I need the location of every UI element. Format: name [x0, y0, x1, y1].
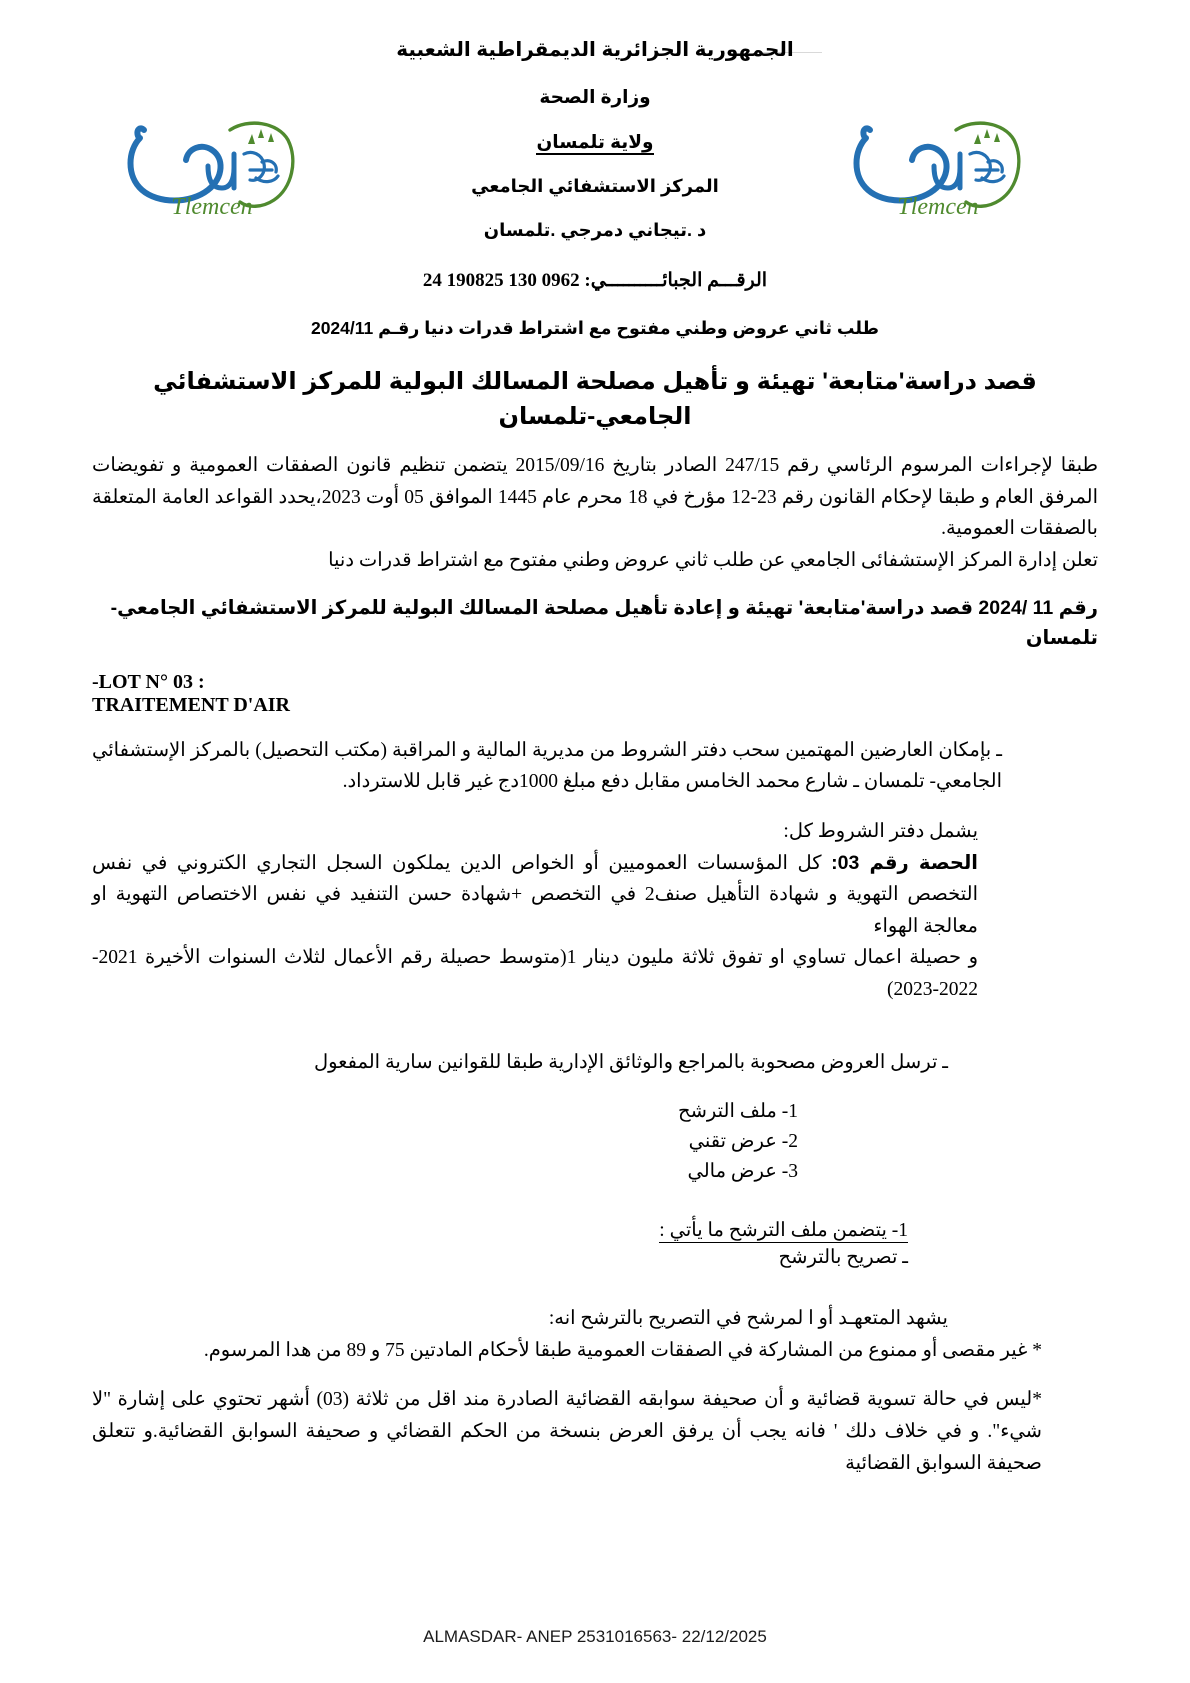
- attestation-point-1-block: [92, 1335, 1098, 1367]
- announcement-paragraph: تعلن إدارة المركز الإستشفائى الجامعي عن طلب ثاني عروض وطني مفتوح مع اشتراط قدرات دنيا: [328, 549, 1098, 571]
- fiscal-number-line: [0, 269, 1190, 292]
- fiscal-number-label: الرقـــم الجبائــــــــــي:: [584, 270, 768, 291]
- lot-number-line: -LOT N° 03 : TRAITEMENT D'AIR: [92, 670, 290, 716]
- attestation-point-2-block: [92, 1384, 1098, 1479]
- ministry-heading: وزارة الصحة: [539, 86, 651, 107]
- attestation-intro: يشهد المتعهـد أو ا لمرشح في التصريح بالترشح انه:: [548, 1308, 948, 1330]
- candidacy-item: ـ تصريح بالترشح: [778, 1246, 908, 1268]
- candidacy-file-heading-text: 1- يتضمن ملف الترشح ما يأتي :: [659, 1219, 908, 1241]
- svg-text:Tlemcen: Tlemcen: [897, 194, 979, 220]
- chu-tlemcen-logo-right: [838, 110, 1028, 225]
- page-title: قصد دراسة'متابعة' تهيئة و تأهيل مصلحة المسالك البولية للمركز الاستشفائي الجامعي-تلمسان: [153, 368, 1037, 430]
- list-item: 2- عرض تقني: [688, 1131, 798, 1153]
- withdraw-conditions-block: [92, 735, 1098, 798]
- withdraw-conditions-paragraph: ـ بإمكان العارضين المهتمين سحب دفتر الشروط من مديرية المالية و المراقبة (مكتب التحصيل) بالمركز الإستشفائي الجامعي- تلمسان ـ شارع محمد الخامس مقابل دفع مبلغ 1000دج غير قابل للاسترداد.: [92, 739, 1002, 793]
- lot-requirements-text: كل المؤسسات العموميين أو الخواص الدين يملكون السجل التجاري الكتروني في نفس التخصص التهوية و شهادة التأهيل صنف2 في التخصص +شهادة حسن التنفيد في نفس الاختصاص التهوية او معالجة الهواء: [92, 852, 978, 937]
- tender-subject-bold: رقم 11 /2024 قصد دراسة'متابعة' تهيئة و إعادة تأهيل مصلحة المسالك البولية للمركز الاستشفائي الجامعي-تلمسان: [110, 597, 1098, 649]
- attestation-point-2: *ليس في حالة تسوية قضائية و أن صحيفة سوابقه القضائية الصادرة مند اقل من ثلاثة (03) أشهر تحتوي على إشارة "لا شيء". و في خلاف دلك ' فانه يجب أن يرفق العرض بنسخة من الحكم القضائي و صحيفة السوابق القضائية.و تتعلق صحيفة السوابق القضائية: [92, 1389, 1042, 1474]
- document-footer: ALMASDAR- ANEP 2531016563- 22/12/2025: [423, 1627, 767, 1646]
- candidacy-item-block: [92, 1242, 1098, 1274]
- lot-requirements-block: [92, 848, 1098, 943]
- fiscal-number-value: 24 190825 130 0962: [422, 270, 580, 291]
- attestation-intro-block: [92, 1303, 1098, 1335]
- lot-requirements-paragraph: [92, 848, 978, 943]
- offers-submission-block: [92, 1047, 1098, 1079]
- institution-name-heading: د .تيجاني دمرجي .تلمسان: [483, 220, 707, 240]
- includes-line: يشمل دفتر الشروط كل:: [783, 820, 978, 842]
- institution-heading: المركز الاستشفائي الجامعي: [471, 176, 719, 196]
- offers-submission-paragraph: ـ ترسل العروض مصحوبة بالمراجع والوثائق الإدارية طبقا للقوانين سارية المفعول: [313, 1052, 948, 1074]
- turnover-paragraph: و حصيلة اعمال تساوي او تفوق ثلاثة مليون دينار 1(متوسط حصيلة رقم الأعمال لثلاث السنوات الأخيرة 2021-2022-2023): [92, 947, 978, 1000]
- republic-heading: الجمهورية الجزائرية الديمقراطية الشعبية: [396, 39, 794, 61]
- turnover-block: [92, 942, 1098, 1005]
- includes-line-block: [92, 816, 1098, 848]
- offer-items-list: [92, 1097, 1098, 1188]
- attestation-point-1: * غير مقصى أو ممنوع من المشاركة في الصفقات العمومية طبقا لأحكام المادتين 75 و 89 من هدا المرسوم.: [203, 1339, 1042, 1361]
- list-item: 3- عرض مالي: [687, 1161, 798, 1183]
- list-item: 1- ملف الترشح: [677, 1101, 798, 1123]
- document-header: [0, 40, 1190, 435]
- lot-requirements-label: الحصة رقم 03:: [831, 851, 978, 874]
- document-body: [92, 450, 1098, 1479]
- chu-tlemcen-logo-left: [112, 110, 302, 225]
- wilaya-heading-text: ولاية تلمسان: [536, 131, 653, 155]
- candidacy-file-heading: [92, 1218, 1098, 1242]
- announcement-kind-line: طلب ثاني عروض وطني مفتوح مع اشتراط قدرات دنيا رقـم 2024/11: [310, 318, 880, 338]
- legal-reference-paragraph: طبقا لإجراءات المرسوم الرئاسي رقم 247/15 الصادر بتاريخ 2015/09/16 يتضمن تنظيم قانون الصفقات العمومية و تفويضات المرفق العام و طبقا لإحكام القانون رقم 23-12 مؤرخ في 18 محرم عام 1445 الموافق 05 أوت 2023،يحدد القواعد العامة المتعلقة بالصفقات العمومية.: [92, 455, 1098, 540]
- svg-text:Tlemcen: Tlemcen: [171, 194, 253, 220]
